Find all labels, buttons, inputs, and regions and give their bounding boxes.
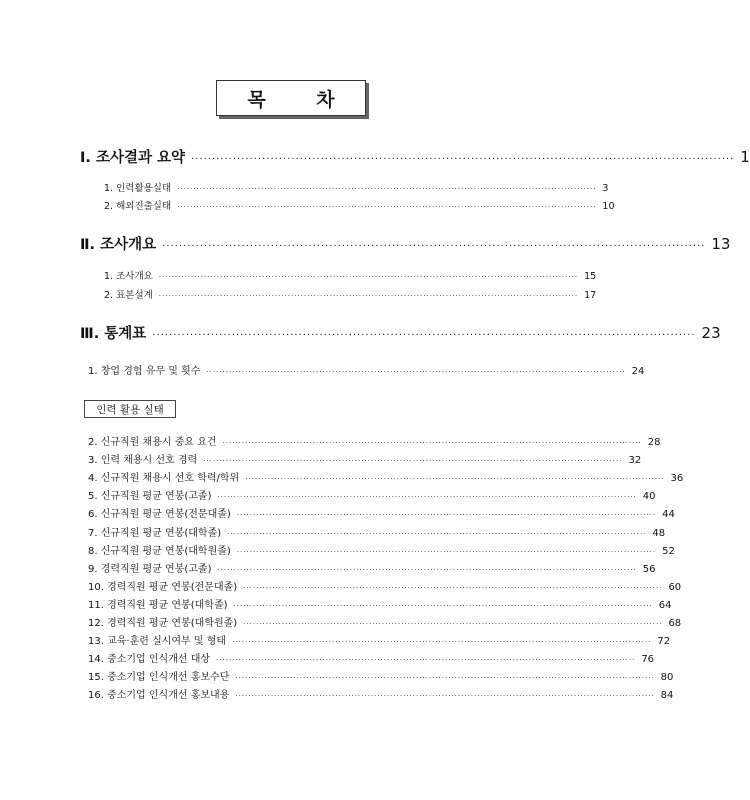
toc-item-label: 11. 경력직원 평균 연봉(대학졸) [88, 599, 228, 611]
toc-item-page: 48 [652, 527, 666, 539]
dot-leader: ·································································································································· [177, 203, 597, 211]
toc-minor-page: 15 [584, 271, 597, 282]
toc-minor-2[interactable] [104, 198, 615, 212]
toc-item-page: 72 [657, 636, 671, 648]
toc-major-label: Ⅱ. 조사개요 [80, 237, 157, 253]
dot-leader: ·································································································································· [217, 565, 637, 574]
toc-minor-label: 2. 해외진출실태 [104, 201, 172, 212]
toc-item-page: 36 [670, 473, 684, 485]
toc-major-2[interactable] [80, 233, 731, 253]
toc-item-1[interactable] [88, 362, 645, 377]
toc-item-2[interactable] [88, 433, 661, 448]
toc-minor-page: 10 [602, 201, 615, 212]
toc-item-page: 28 [647, 437, 661, 448]
toc-item-label: 6. 신규직원 평균 연봉(전문대졸) [88, 509, 231, 521]
toc-major-3[interactable] [80, 322, 721, 342]
toc-item-label: 9. 경력직원 평균 연봉(고졸) [88, 563, 212, 575]
toc-minor-label: 1. 조사개요 [104, 271, 153, 282]
toc-item-page: 60 [668, 581, 682, 593]
toc-item-label: 2. 신규직원 채용시 중요 요건 [88, 437, 217, 448]
dot-leader: ·································································································································· [243, 583, 663, 592]
toc-minor-4[interactable] [104, 287, 597, 301]
dot-leader: ·································································································································· [158, 292, 579, 300]
toc-item-page: 44 [662, 509, 675, 521]
toc-item-label: 1. 창업 경험 유무 및 횟수 [88, 366, 201, 377]
toc-major-page: 23 [701, 324, 721, 342]
toc-item-15[interactable] [88, 668, 674, 684]
toc-item-6[interactable] [88, 505, 675, 521]
toc-item-16[interactable] [88, 686, 674, 702]
toc-item-9[interactable] [88, 560, 656, 575]
dot-leader: ·································································································································· [158, 273, 579, 281]
toc-item-page: 64 [658, 599, 672, 611]
toc-item-5[interactable] [88, 487, 656, 503]
dot-leader: ·································································································································· [222, 439, 642, 447]
toc-major-1[interactable] [80, 146, 750, 166]
toc-item-4[interactable] [88, 469, 684, 485]
dot-leader: ·································································································································· [206, 368, 626, 376]
dot-leader: ·································································································································· [232, 638, 652, 647]
toc-minor-page: 3 [602, 183, 609, 194]
dot-leader: ·································································································································· [236, 511, 657, 520]
dot-leader: ·································································································································· [236, 547, 657, 556]
toc-minor-page: 17 [584, 290, 597, 301]
toc-item-label: 16. 중소기업 인식개선 홍보내용 [88, 690, 230, 702]
dot-leader: ·································································································································· [191, 154, 735, 165]
toc-item-label: 12. 경력직원 평균 연봉(대학원졸) [88, 618, 238, 629]
dot-leader: ·································································································································· [227, 529, 647, 538]
dot-leader: ·································································································································· [177, 185, 597, 193]
dot-leader: ·································································································································· [217, 493, 637, 502]
dot-leader: ·································································································································· [216, 656, 636, 665]
toc-item-label: 10. 경력직원 평균 연봉(전문대졸) [88, 581, 238, 593]
toc-title: 목 차 [216, 80, 366, 116]
toc-item-page: 52 [662, 545, 675, 557]
toc-item-page: 32 [628, 455, 642, 467]
dot-leader: ·································································································································· [233, 601, 653, 610]
toc-item-3[interactable] [88, 451, 642, 467]
toc-item-page: 80 [660, 672, 674, 684]
toc-minor-label: 1. 인력활용실태 [104, 183, 172, 194]
toc-item-label: 7. 신규직원 평균 연봉(대학졸) [88, 527, 222, 539]
toc-item-page: 68 [668, 618, 682, 629]
toc-item-7[interactable] [88, 524, 666, 539]
toc-item-label: 14. 중소기업 인식개선 대상 [88, 654, 211, 666]
toc-major-label: Ⅰ. 조사결과 요약 [80, 150, 186, 166]
toc-item-page: 84 [660, 690, 674, 702]
toc-minor-label: 2. 표본설계 [104, 290, 153, 301]
toc-item-14[interactable] [88, 650, 655, 666]
toc-item-page: 76 [641, 654, 655, 666]
toc-item-11[interactable] [88, 596, 672, 611]
section-label-box: 인력 활용 실태 [84, 400, 176, 418]
toc-item-13[interactable] [88, 632, 671, 648]
toc-item-label: 8. 신규직원 평균 연봉(대학원졸) [88, 545, 231, 557]
toc-minor-1[interactable] [104, 180, 609, 194]
toc-minor-3[interactable] [104, 268, 597, 282]
toc-item-label: 5. 신규직원 평균 연봉(고졸) [88, 491, 212, 503]
dot-leader: ·································································································································· [243, 620, 663, 628]
toc-item-10[interactable] [88, 578, 682, 593]
dot-leader: ·································································································································· [235, 674, 655, 683]
dot-leader: ·································································································································· [235, 692, 655, 701]
dot-leader: ·································································································································· [245, 475, 665, 484]
toc-major-label: Ⅲ. 통계표 [80, 326, 147, 342]
dot-leader: ·································································································································· [203, 457, 623, 466]
toc-item-8[interactable] [88, 542, 675, 557]
toc-major-page: 1 [740, 148, 750, 166]
toc-item-label: 15. 중소기업 인식개선 홍보수단 [88, 672, 230, 684]
dot-leader: ·································································································································· [162, 241, 706, 252]
toc-item-page: 56 [642, 563, 656, 575]
toc-item-page: 24 [631, 366, 645, 377]
dot-leader: ·································································································································· [152, 330, 696, 341]
toc-item-12[interactable] [88, 614, 682, 629]
toc-item-page: 40 [642, 491, 656, 503]
toc-item-label: 13. 교육·훈련 실시여부 및 형태 [88, 636, 227, 648]
toc-major-page: 13 [711, 235, 731, 253]
toc-item-label: 3. 인력 채용시 선호 경력 [88, 455, 198, 467]
toc-item-label: 4. 신규직원 채용시 선호 학력/학위 [88, 473, 240, 485]
